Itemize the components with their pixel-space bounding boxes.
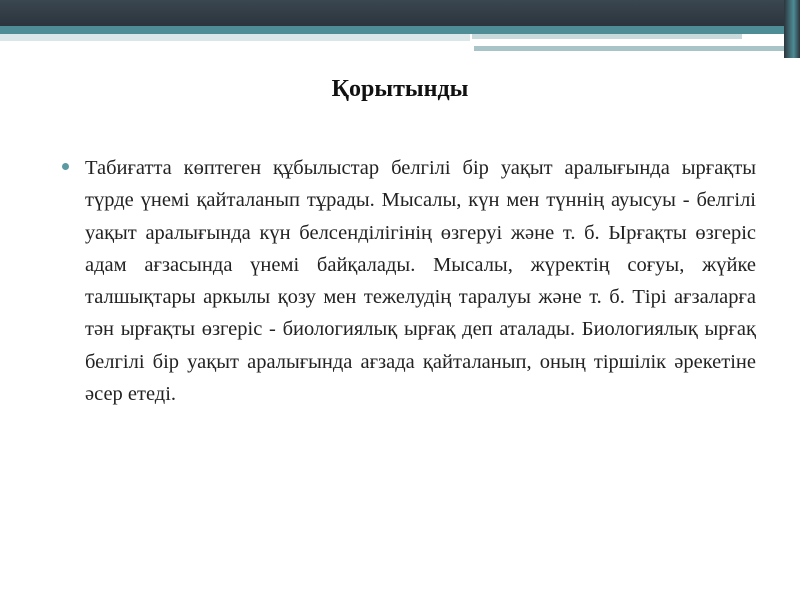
header-bar-thin-right: [474, 46, 784, 51]
header-bar-teal: [0, 26, 800, 34]
header-corner-accent: [784, 0, 800, 58]
header-bar-light-left: [0, 34, 470, 41]
header-bar-gap: [640, 43, 738, 46]
bullet-dot-icon: [62, 163, 69, 170]
header-bar-dark: [0, 0, 800, 26]
slide-content: [62, 152, 756, 410]
bullet-item: [62, 152, 756, 410]
header-bar-light-right: [472, 34, 742, 39]
slide-title: Қорытынды: [331, 76, 469, 102]
bullet-text: Табиғатта көптеген құбылыстар белгілі бір уақыт аралығында ырғақты түрде үнемі қайталанып тұрады. Мысалы, күн мен түннің ауысуы - белгілі уақыт аралығында күн белсенділігінің өзгеруі және т. б. Ырғақты өзгеріс адам ағзасында үнемі байқалады. Мысалы, жүректің соғуы, жүйке талшықтары аркылы қозу мен тежелудің таралуы және т. б. Тірі ағзаларға тән ырғақты өзгеріс - биологиялық ырғақ деп аталады. Биологиялық ырғақ белгілі бір уақыт аралығында ағзада қайталанып, оның тіршілік әрекетіне әсер етеді.: [85, 157, 756, 406]
